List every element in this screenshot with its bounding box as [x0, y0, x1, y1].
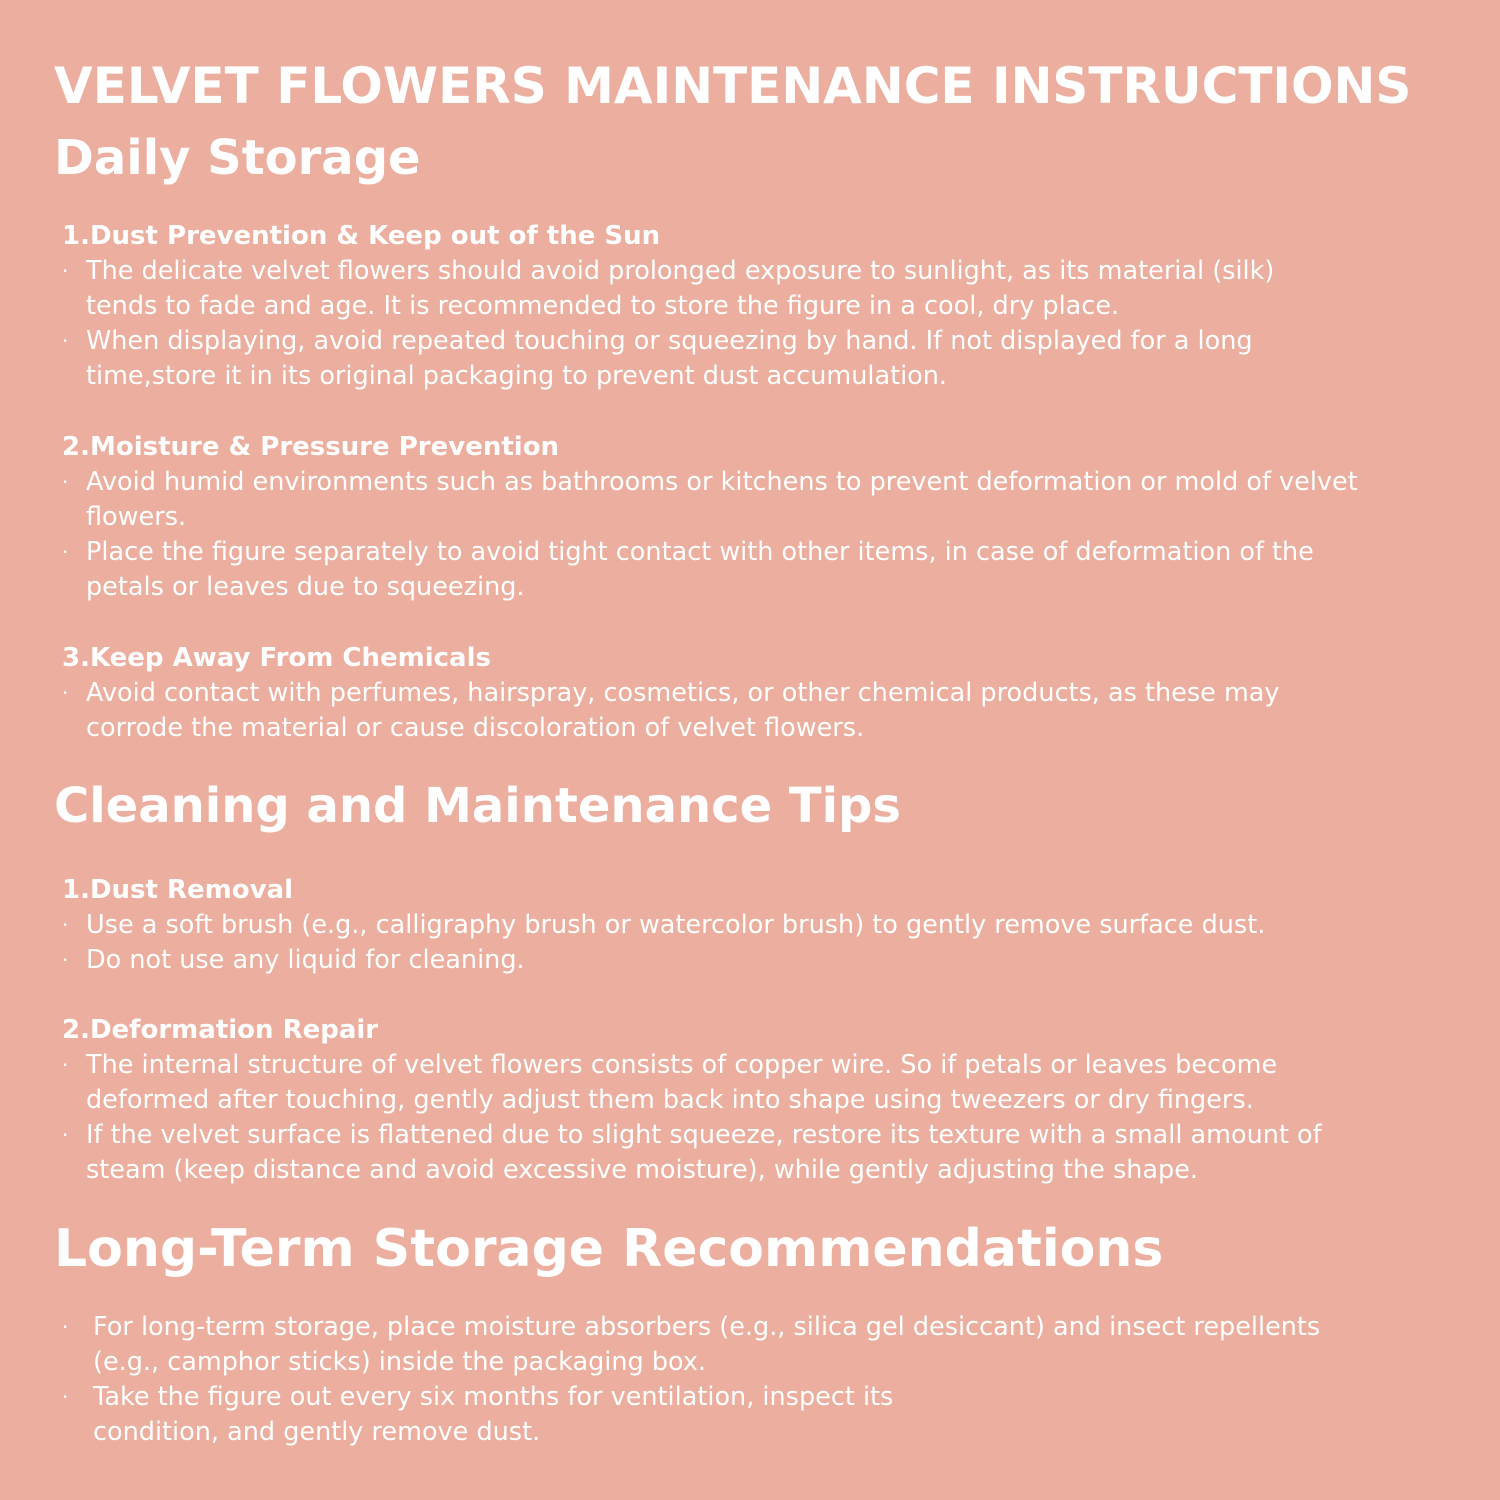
page-title: VELVET FLOWERS MAINTENANCE INSTRUCTIONS: [54, 57, 1412, 115]
bullet-item: [62, 908, 1265, 943]
bullet-line: steam (keep distance and avoid excessive moisture), while gently adjusting the shape.: [86, 1155, 1199, 1185]
bullet-dot: ·: [62, 540, 69, 564]
bullet-line: tends to fade and age. It is recommended to store the figure in a cool, dry place.: [86, 291, 1120, 321]
bullet-dot: ·: [62, 470, 69, 494]
bullet-line: For long-term storage, place moisture absorbers (e.g., silica gel desiccant) and insect repellents: [93, 1312, 1321, 1342]
bullet-line: petals or leaves due to squeezing.: [86, 572, 525, 602]
bullet-line: Use a soft brush (e.g., calligraphy brush or watercolor brush) to gently remove surface dust.: [86, 910, 1266, 940]
bullet-dot: ·: [62, 681, 69, 705]
bullet-line: deformed after touching, gently adjust them back into shape using tweezers or dry fingers.: [86, 1085, 1254, 1115]
section-title-daily-storage: Daily Storage: [54, 130, 421, 186]
bullet-item: [62, 943, 525, 978]
bullet-line: Do not use any liquid for cleaning.: [86, 945, 525, 975]
bullet-item: [62, 1118, 1322, 1188]
bullet-item: [62, 465, 1358, 535]
section-title-long-term: Long-Term Storage Recommendations: [54, 1219, 1164, 1279]
bullet-line: Avoid contact with perfumes, hairspray, cosmetics, or other chemical products, as these may: [86, 678, 1280, 708]
bullet-dot: ·: [62, 329, 69, 353]
bullet-line: Avoid humid environments such as bathrooms or kitchens to prevent deformation or mold of velvet: [86, 467, 1358, 497]
subheading-deformation-repair: 2.Deformation Repair: [62, 1015, 379, 1045]
bullet-item: [62, 676, 1280, 746]
bullet-dot: ·: [62, 1123, 69, 1147]
bullet-item: [62, 254, 1274, 324]
bullet-item: [62, 1048, 1277, 1118]
bullet-line: (e.g., camphor sticks) inside the packaging box.: [93, 1347, 707, 1377]
bullet-dot: ·: [62, 948, 69, 972]
bullet-line: Take the figure out every six months for ventilation, inspect its: [93, 1382, 894, 1412]
subheading-moisture-prevention: 2.Moisture & Pressure Prevention: [62, 432, 560, 462]
bullet-line: time,store it in its original packaging to prevent dust accumulation.: [86, 361, 948, 391]
bullet-line: If the velvet surface is flattened due to slight squeeze, restore its texture with a small amount of: [86, 1120, 1322, 1150]
bullet-dot: ·: [62, 259, 69, 283]
section-title-cleaning: Cleaning and Maintenance Tips: [54, 778, 901, 834]
bullet-line: corrode the material or cause discoloration of velvet flowers.: [86, 713, 865, 743]
bullet-line: When displaying, avoid repeated touching or squeezing by hand. If not displayed for a long: [86, 326, 1253, 356]
bullet-dot: ·: [62, 1385, 69, 1409]
bullet-item: [62, 535, 1314, 605]
bullet-item: [62, 1380, 893, 1450]
bullet-item: [62, 1310, 1320, 1380]
subheading-dust-removal: 1.Dust Removal: [62, 875, 294, 905]
bullet-item: [62, 324, 1253, 394]
bullet-line: condition, and gently remove dust.: [93, 1417, 541, 1447]
bullet-line: Place the figure separately to avoid tight contact with other items, in case of deformation of the: [86, 537, 1314, 567]
bullet-line: The internal structure of velvet flowers consists of copper wire. So if petals or leaves become: [86, 1050, 1278, 1080]
bullet-line: The delicate velvet flowers should avoid prolonged exposure to sunlight, as its material (silk): [86, 256, 1275, 286]
bullet-dot: ·: [62, 1315, 69, 1339]
bullet-line: flowers.: [86, 502, 187, 532]
subheading-chemicals: 3.Keep Away From Chemicals: [62, 643, 491, 673]
bullet-dot: ·: [62, 913, 69, 937]
bullet-dot: ·: [62, 1053, 69, 1077]
subheading-dust-prevention: 1.Dust Prevention & Keep out of the Sun: [62, 221, 661, 251]
